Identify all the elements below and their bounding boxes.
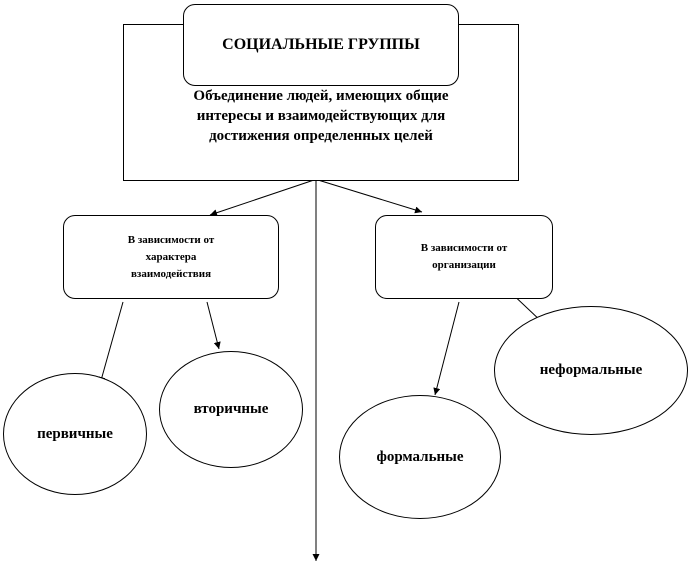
type-ellipse-secondary [159,351,303,468]
category-label-line: В зависимости от [420,242,508,254]
category-label [128,232,215,283]
type-label: вторичные [193,401,269,417]
category-label-line: В зависимости от [127,233,215,246]
arrow-to-primary [100,302,123,384]
type-ellipse-formal [339,395,501,519]
category-label-line: взаимодействия [130,267,212,280]
definition-line: Объединение людей, имеющих общие [193,88,449,104]
category-label [421,240,508,274]
arrow-to-category-organization [318,180,422,212]
title-box [183,4,459,86]
arrow-to-secondary [207,302,219,349]
category-box-organization [375,215,553,299]
category-label-line: характера [145,250,197,263]
definition-line: достижения определенных целей [209,128,433,144]
diagram-title: СОЦИАЛЬНЫЕ ГРУППЫ [222,36,420,53]
type-ellipse-informal [494,306,688,435]
definition-text [193,86,448,146]
definition-line: интересы и взаимодействующих для [196,108,446,124]
arrow-to-formal [435,302,459,395]
type-label: неформальные [539,362,643,378]
type-ellipse-primary [3,373,147,495]
type-label: формальные [376,448,464,465]
arrow-to-category-interaction [210,180,314,215]
type-label: первичные [37,425,113,442]
category-label-line: организации [432,259,496,271]
category-box-interaction [63,215,279,299]
